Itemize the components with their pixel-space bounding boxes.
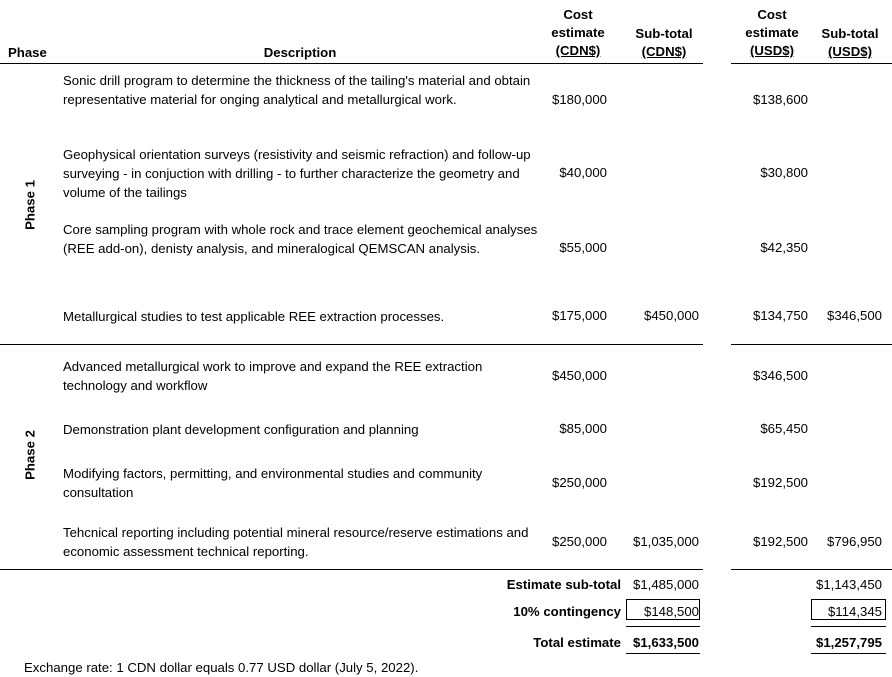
contingency-label: 10% contingency — [513, 604, 621, 619]
table-row-description: Core sampling program with whole rock and trace element geochemical analyses (REE add-on), denisty analysis, and mineralogical QEMSCAN analysis. — [63, 222, 538, 256]
header-subtotal-cdn: Sub-total (CDN$) — [635, 26, 693, 59]
phase-2-divider-left — [0, 569, 703, 570]
table-row-description: Modifying factors, permitting, and environmental studies and community consultation — [63, 466, 483, 500]
table-row-cost-cdn: $180,000 — [551, 92, 607, 107]
phase-1-divider-left — [0, 344, 703, 345]
estimate-subtotal-label: Estimate sub-total — [506, 577, 621, 592]
total-underline-usd — [811, 653, 886, 654]
estimate-subtotal-usd: $1,143,450 — [815, 577, 882, 592]
total-estimate-usd: $1,257,795 — [815, 635, 882, 650]
table-row-cost-cdn: $450,000 — [551, 368, 607, 383]
table-row-subtotal-usd: $796,950 — [826, 534, 882, 549]
table-row-subtotal-cdn: $1,035,000 — [632, 534, 699, 549]
contingency-cdn: $148,500 — [643, 604, 699, 619]
total-estimate-label: Total estimate — [533, 635, 621, 650]
header-subtotal-usd: Sub-total (USD$) — [821, 26, 879, 59]
table-row-description: Demonstration plant development configuration and planning — [63, 422, 419, 437]
header-cost-usd: Cost estimate (USD$) — [745, 7, 799, 58]
table-row-cost-cdn: $250,000 — [551, 534, 607, 549]
total-underline-cdn — [626, 653, 700, 654]
header-divider-right — [731, 63, 892, 64]
table-row-cost-usd: $192,500 — [752, 475, 808, 490]
table-row-cost-cdn: $40,000 — [559, 165, 607, 180]
table-row-cost-cdn: $55,000 — [559, 240, 607, 255]
table-row-cost-usd: $346,500 — [752, 368, 808, 383]
table-row-cost-usd: $30,800 — [760, 165, 808, 180]
table-row-cost-cdn: $175,000 — [551, 308, 607, 323]
header-cost-cdn: Cost estimate (CDN$) — [551, 7, 605, 58]
phase-1-divider-right — [731, 344, 892, 345]
table-row-cost-cdn: $85,000 — [559, 421, 607, 436]
table-row-subtotal-usd: $346,500 — [826, 308, 882, 323]
table-row-description: Advanced metallurgical work to improve and expand the REE extraction technology and workflow — [63, 359, 483, 393]
table-row-description: Tehcnical reporting including potential mineral resource/reserve estimations and economic assessment technical reporting. — [63, 525, 529, 559]
header-phase: Phase — [8, 45, 47, 60]
table-row-cost-usd: $192,500 — [752, 534, 808, 549]
table-row-description: Geophysical orientation surveys (resistivity and seismic refraction) and follow-up surveying - in conjuction with drilling - to further characterize the geometry and volume of the tailings — [63, 147, 531, 200]
table-row-cost-usd: $65,450 — [760, 421, 808, 436]
table-row-cost-usd: $138,600 — [752, 92, 808, 107]
table-row-description: Sonic drill program to determine the thickness of the tailing's material and obtain representative material for onging analytical and metallurgical work. — [63, 73, 531, 107]
total-divider-usd — [811, 626, 886, 627]
table-row-cost-usd: $42,350 — [760, 240, 808, 255]
contingency-usd: $114,345 — [827, 604, 882, 619]
table-row-description: Metallurgical studies to test applicable REE extraction processes. — [63, 309, 445, 324]
table-row-cost-usd: $134,750 — [752, 308, 808, 323]
table-row-cost-cdn: $250,000 — [551, 475, 607, 490]
estimate-subtotal-cdn: $1,485,000 — [632, 577, 699, 592]
total-estimate-cdn: $1,633,500 — [632, 635, 699, 650]
phase-2-divider-right — [731, 569, 892, 570]
total-divider-cdn — [626, 626, 700, 627]
exchange-rate-footnote: Exchange rate: 1 CDN dollar equals 0.77 USD dollar (July 5, 2022). — [24, 660, 419, 675]
table-row-subtotal-cdn: $450,000 — [643, 308, 699, 323]
header-divider-left — [0, 63, 703, 64]
phase-2-label: Phase 2 — [22, 430, 38, 480]
phase-1-label: Phase 1 — [22, 180, 38, 230]
header-description: Description — [263, 45, 337, 60]
